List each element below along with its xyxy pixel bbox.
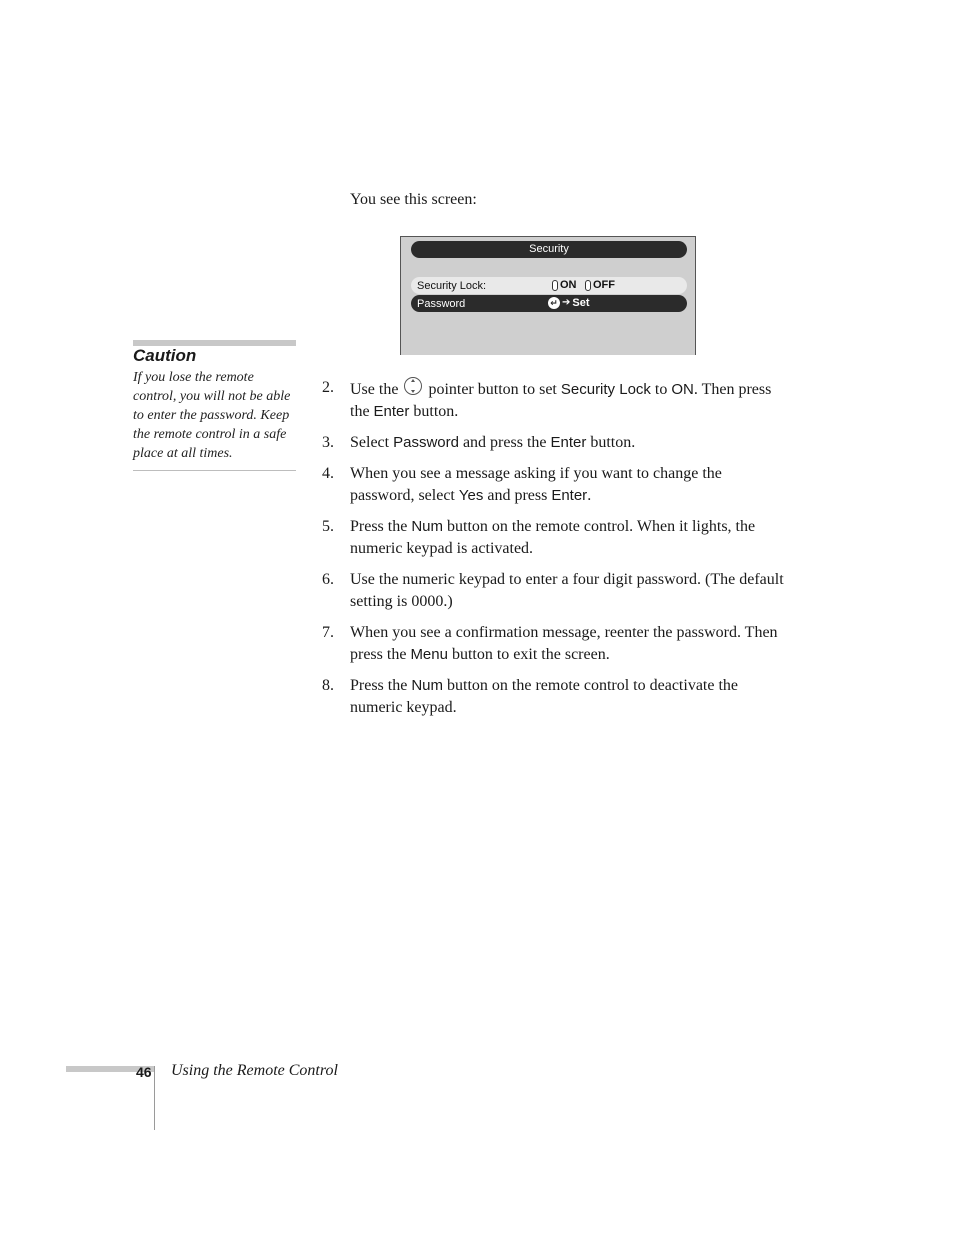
radio-icon <box>552 280 558 291</box>
intro-text: You see this screen: <box>350 191 477 208</box>
step-item: 8. Press the Num button on the remote control to deactivate the numeric keypad. <box>322 677 739 716</box>
step-item: 6. Use the numeric keypad to enter a four digit password. (The default setting is 0000.) <box>322 571 784 610</box>
password-set-action: ↵ ➔ Set <box>548 296 590 310</box>
option-on: ON <box>552 278 577 292</box>
step-item: 2. Use the pointer button to set Security Lock to ON. Then press the Enter button. <box>322 379 772 420</box>
caution-title: Caution <box>133 346 197 365</box>
arrow-right-icon: ➔ <box>562 297 571 308</box>
menu-title-bar: Security <box>411 241 687 258</box>
password-label: Password <box>417 298 466 310</box>
step-item: 7. When you see a confirmation message, reenter the password. Then press the Menu button to exit the screen. <box>322 624 778 663</box>
menu-row-password <box>411 295 687 312</box>
enter-icon: ↵ <box>548 297 560 309</box>
pointer-button-icon <box>404 377 422 395</box>
steps-list <box>320 377 790 728</box>
security-menu-screenshot <box>400 236 696 355</box>
page-number: 46 <box>136 1064 152 1080</box>
step-item: 3. Select Password and press the Enter button. <box>322 434 636 451</box>
caution-divider <box>133 470 296 471</box>
caution-text: If you lose the remote control, you will not be able to enter the password. Keep the remote control in a safe place at all times. <box>133 370 291 461</box>
option-off: OFF <box>585 278 615 292</box>
footer-divider <box>154 1066 155 1130</box>
step-item: 4. When you see a message asking if you want to change the password, select Yes and press Enter. <box>322 465 722 504</box>
footer-section-title: Using the Remote Control <box>171 1062 338 1079</box>
menu-row-security-lock <box>411 277 687 294</box>
security-lock-label: Security Lock: <box>417 280 487 292</box>
step-item: 5. Press the Num button on the remote control. When it lights, the numeric keypad is activated. <box>322 518 756 557</box>
radio-icon <box>585 280 591 291</box>
